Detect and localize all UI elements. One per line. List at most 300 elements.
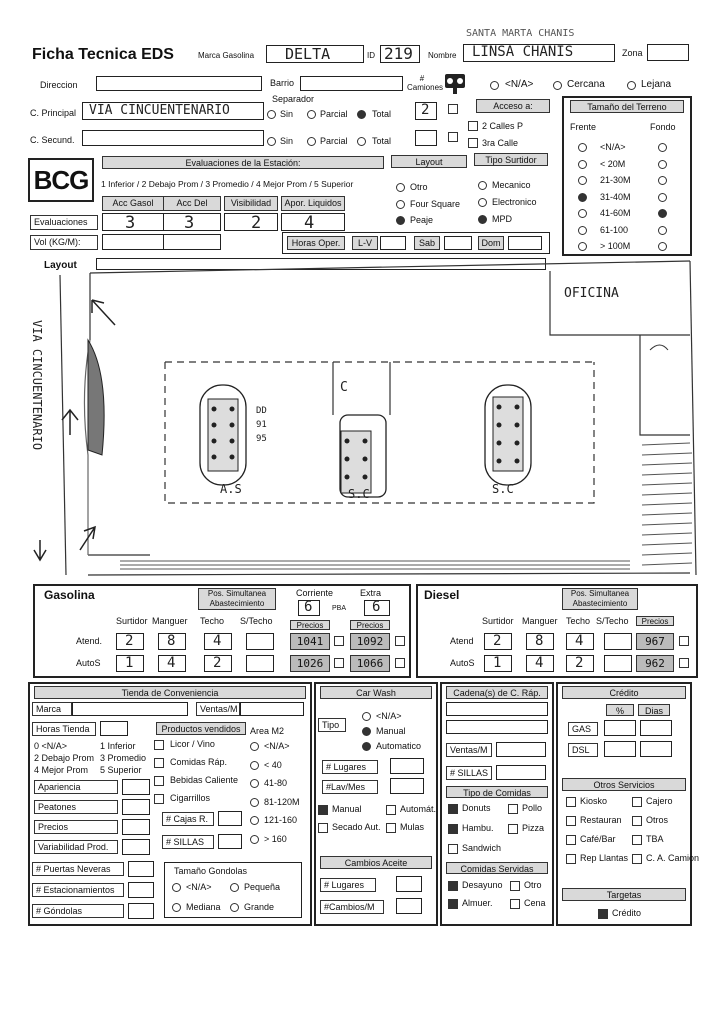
cw-secado-label: Secado Aut. <box>332 822 381 832</box>
vol-field-1[interactable] <box>102 234 164 250</box>
eval-acc-gasol-value: 3 <box>125 213 136 233</box>
zona-label: Zona <box>622 48 643 58</box>
terreno-option-4: 41-60M <box>600 208 631 218</box>
dsl-col-3: S/Techo <box>596 616 629 626</box>
credito-gas-label: GAS <box>568 722 598 736</box>
tienda-count-label-1: # Estacionamientos <box>32 883 124 897</box>
cw-automat-check-label: Automát. <box>400 804 437 814</box>
id-label: ID <box>367 51 375 60</box>
tienda-eval-field-0[interactable] <box>122 779 150 795</box>
proximity-cercana-label: Cercana <box>567 79 605 90</box>
productos-header: Productos vendidos <box>156 722 246 735</box>
otros-label-0: Kiosko <box>580 796 608 806</box>
id-field[interactable] <box>380 45 420 63</box>
surt-electronico-radio[interactable] <box>478 198 487 207</box>
prod-label-2: Bebidas Caliente <box>170 775 239 785</box>
gas-value-0-2: 4 <box>213 633 222 649</box>
sec-sin-radio[interactable] <box>267 137 276 146</box>
camiones2-check[interactable] <box>448 132 458 142</box>
extra-label: Extra <box>360 588 382 598</box>
pollo-label: Pollo <box>522 803 543 813</box>
credito-gas-dias[interactable] <box>640 720 672 736</box>
tienda-count-field-0[interactable] <box>128 861 154 877</box>
tienda-title: Tienda de Conveniencia <box>34 686 306 699</box>
terreno-option-1: < 20M <box>600 158 626 169</box>
layout-otro-label: Otro <box>410 182 428 192</box>
donuts-label: Donuts <box>462 803 491 813</box>
surt-mpd-radio[interactable] <box>478 215 487 224</box>
otros-check-2[interactable] <box>566 816 576 826</box>
gond-gra-label: Grande <box>244 902 275 912</box>
fondo-radio-3[interactable] <box>658 193 667 202</box>
tienda-scale-4: 4 Mejor Prom <box>34 765 89 775</box>
diesel-precios-header: Precios <box>636 616 674 626</box>
diesel-title: Diesel <box>424 588 460 602</box>
calles2-label: 2 Calles P <box>482 121 524 131</box>
camiones-field[interactable] <box>415 102 437 120</box>
area-radio-4[interactable] <box>250 816 259 825</box>
dsl-price-1[interactable]: 962 <box>636 655 674 672</box>
sep-parcial-label: Parcial <box>320 109 348 119</box>
tienda-scale-1: 1 Inferior <box>100 741 136 751</box>
c-secund-label: C. Secund. <box>30 135 75 145</box>
eval-apor-liquidos-field[interactable] <box>281 213 345 231</box>
c-secund-field[interactable] <box>82 130 264 146</box>
otros-label-4: Café/Bar <box>580 834 616 844</box>
dsl-field-0-0[interactable] <box>484 633 512 650</box>
pollo-check[interactable] <box>508 804 518 814</box>
zona-field[interactable] <box>647 44 689 61</box>
cw-lugares-label: # Lugares <box>322 760 378 774</box>
sep-total-radio[interactable] <box>357 110 366 119</box>
vol-label: Vol (KG/M): <box>30 235 98 250</box>
pump2-label: S.C <box>348 487 370 501</box>
tienda-eval-field-3[interactable] <box>122 839 150 855</box>
tienda-ventas-label: Ventas/M <box>196 702 240 716</box>
horas-label: Horas Oper. <box>287 236 345 250</box>
area-radio-1[interactable] <box>250 761 259 770</box>
credito-pct-header: % <box>606 704 634 716</box>
cadena-ventas-label: Ventas/M <box>446 743 492 757</box>
cw-lav-label: #Lav/Mes <box>322 780 378 794</box>
cadena-field-2[interactable] <box>446 720 548 734</box>
gas-value-1-2: 2 <box>213 655 222 671</box>
proximity-lejana-radio[interactable] <box>627 81 636 90</box>
bcg-logo: BCG <box>28 158 94 202</box>
cw-lav-field[interactable] <box>390 778 424 794</box>
cena-check[interactable] <box>510 899 520 909</box>
tienda-eval-label-0: Apariencia <box>34 780 118 794</box>
gas-col-3: S/Techo <box>240 616 273 626</box>
eval-scale: 1 Inferior / 2 Debajo Prom / 3 Promedio / 4 Mejor Prom / 5 Superior <box>101 179 354 189</box>
fondo-radio-4[interactable] <box>658 209 667 218</box>
gond-na-label: <N/A> <box>186 882 212 892</box>
camiones2-field[interactable] <box>415 130 437 146</box>
dsl-field-1-2[interactable] <box>566 655 594 672</box>
proximity-na-radio[interactable] <box>490 81 499 90</box>
corriente-label: Corriente <box>296 588 334 598</box>
camiones-label: # Camiones <box>407 74 444 92</box>
separador-label: Separador <box>272 94 315 104</box>
targeta-credito-check[interactable] <box>598 909 608 919</box>
eval-col-visibilidad: Visibilidad <box>224 196 278 211</box>
frente-radio-3[interactable] <box>578 193 587 202</box>
aceite-cambios-label: #Cambios/M <box>320 900 384 914</box>
prod-label-3: Cigarrillos <box>170 793 211 803</box>
surt-mecanico-radio[interactable] <box>478 181 487 190</box>
fondo-radio-2[interactable] <box>658 176 667 185</box>
tienda-scale-0: 0 <N/A> <box>34 741 68 751</box>
oficina-label: OFICINA <box>564 286 619 301</box>
nombre-value: LINSA CHANIS <box>472 44 574 60</box>
otros-check-1[interactable] <box>632 797 642 807</box>
fondo-radio-6[interactable] <box>658 242 667 251</box>
gond-med-label: Mediana <box>186 902 221 912</box>
almuer-label: Almuer. <box>462 898 493 908</box>
direccion-field[interactable] <box>96 76 262 91</box>
dsl-price-0[interactable]: 967 <box>636 633 674 650</box>
eval-acc-del-field[interactable] <box>163 213 221 231</box>
tienda-eval-field-1[interactable] <box>122 799 150 815</box>
sandwich-label: Sandwich <box>462 843 502 853</box>
tienda-sillas-field[interactable] <box>218 834 242 849</box>
barrio-label: Barrio <box>270 78 295 88</box>
extra-field[interactable] <box>364 600 390 616</box>
donuts-check[interactable] <box>448 804 458 814</box>
gas-price-check-a-0[interactable] <box>334 636 344 646</box>
carwash-tipo-label: Tipo <box>318 718 346 732</box>
gas-value-1-1: 4 <box>167 655 176 671</box>
prod-check-3[interactable] <box>154 794 164 804</box>
nombre-note: SANTA MARTA CHANIS <box>466 28 575 39</box>
sab-field[interactable] <box>444 236 472 250</box>
layout-four-square-radio[interactable] <box>396 200 405 209</box>
tienda-horas-label: Horas Tienda <box>32 722 96 736</box>
dsl-row-label-1: AutoS <box>450 658 475 668</box>
otros-label-2: Restauran <box>580 815 622 825</box>
nombre-field[interactable] <box>463 44 615 62</box>
dsl-field-0-3[interactable] <box>604 633 632 650</box>
sab-label: Sab <box>414 236 440 250</box>
gas-row-label-1: AutoS <box>76 658 101 668</box>
gas-value-1-0: 1 <box>125 655 134 671</box>
terreno-option-3: 31-40M <box>600 191 631 202</box>
area-radio-0[interactable] <box>250 742 259 751</box>
otros-check-5[interactable] <box>632 835 642 845</box>
otros-check-0[interactable] <box>566 797 576 807</box>
diesel-pos-header: Pos. Simultanea Abastecimiento <box>562 588 638 610</box>
pba-label: PBA <box>332 605 347 612</box>
tienda-count-field-2[interactable] <box>128 903 154 919</box>
nombre-label: Nombre <box>428 51 457 60</box>
dsl-value-0-0: 2 <box>493 633 502 649</box>
aceite-cambios-field[interactable] <box>396 898 422 914</box>
area-label-1: < 40 <box>264 759 282 770</box>
fondo-radio-5[interactable] <box>658 226 667 235</box>
corriente-value: 6 <box>304 599 313 615</box>
tienda-horas-field[interactable] <box>100 721 128 736</box>
gasolina-title: Gasolina <box>44 588 95 602</box>
frente-radio-0[interactable] <box>578 143 587 152</box>
sec-parcial-radio[interactable] <box>307 137 316 146</box>
proximity-lejana-label: Lejana <box>641 79 672 90</box>
credito-dsl-label: DSL <box>568 743 598 757</box>
eval-acc-del-value: 3 <box>184 213 195 233</box>
eval-col-acc-gasol: Acc Gasol <box>102 196 164 211</box>
cw-auto-radio[interactable] <box>362 742 371 751</box>
calle3-label: 3ra Calle <box>482 138 519 148</box>
eval-acc-gasol-field[interactable] <box>102 213 164 231</box>
prod-check-2[interactable] <box>154 776 164 786</box>
gas-price-extra-0[interactable]: 1092 <box>350 633 390 650</box>
layout-otro-radio[interactable] <box>396 183 405 192</box>
gas-field-1-2[interactable] <box>204 655 232 672</box>
acceso-header: Acceso a: <box>476 99 550 113</box>
gas-precios-header-2: Precios <box>350 620 390 630</box>
cadena-field-1[interactable] <box>446 702 548 716</box>
pump3-label: S.C <box>492 482 514 496</box>
dsl-field-1-0[interactable] <box>484 655 512 672</box>
extra-value: 6 <box>372 599 381 615</box>
dsl-price-check-1[interactable] <box>679 658 689 668</box>
cw-na-radio[interactable] <box>362 712 371 721</box>
cw-secado-check[interactable] <box>318 823 328 833</box>
sec-parcial-label: Parcial <box>320 136 348 146</box>
gond-na-radio[interactable] <box>172 883 181 892</box>
tienda-scale-3: 3 Promedio <box>100 753 147 763</box>
gas-field-0-0[interactable] <box>116 633 144 650</box>
sep-sin-label: Sin <box>280 109 294 119</box>
aceite-lugares-field[interactable] <box>396 876 422 892</box>
dom-field[interactable] <box>508 236 542 250</box>
sep-total-label: Total <box>372 109 392 119</box>
dsl-value-1-1: 4 <box>535 655 544 671</box>
desayuno-check[interactable] <box>448 881 458 891</box>
id-value: 219 <box>384 44 413 63</box>
tienda-sillas-label: # SILLAS <box>162 835 214 849</box>
surt-mpd-label: MPD <box>492 214 512 224</box>
frente-radio-4[interactable] <box>578 209 587 218</box>
sep-parcial-radio[interactable] <box>307 110 316 119</box>
prod-check-1[interactable] <box>154 758 164 768</box>
camiones-check[interactable] <box>448 104 458 114</box>
sandwich-check[interactable] <box>448 844 458 854</box>
credito-dsl-dias[interactable] <box>640 741 672 757</box>
cw-mulas-check[interactable] <box>386 823 396 833</box>
proximity-cercana-radio[interactable] <box>553 81 562 90</box>
tienda-eval-label-3: Variabilidad Prod. <box>34 840 118 854</box>
layout-header: Layout <box>391 155 467 168</box>
terreno-title: Tamaño del Terreno <box>570 100 684 113</box>
frente-radio-6[interactable] <box>578 242 587 251</box>
dom-label: Dom <box>478 236 504 250</box>
credito-dias-header: Dias <box>638 704 670 716</box>
cadena-title: Cadena(s) de C. Ráp. <box>446 686 548 699</box>
prod-label-1: Comidas Ráp. <box>170 757 228 767</box>
hambu-check[interactable] <box>448 824 458 834</box>
cadena-ventas-field[interactable] <box>496 742 546 757</box>
frente-radio-2[interactable] <box>578 176 587 185</box>
otro-check[interactable] <box>510 881 520 891</box>
lv-field[interactable] <box>380 236 406 250</box>
targetas-title: Targetas <box>562 888 686 901</box>
gas-col-0: Surtidor <box>116 616 148 626</box>
gas-price-check-a-1[interactable] <box>334 658 344 668</box>
fondo-radio-1[interactable] <box>658 160 667 169</box>
tienda-count-label-0: # Puertas Neveras <box>32 862 124 876</box>
cw-lugares-field[interactable] <box>390 758 424 774</box>
gas-price-check-b-0[interactable] <box>395 636 405 646</box>
layout-peaje-radio[interactable] <box>396 216 405 225</box>
otros-servicios-title: Otros Servicios <box>562 778 686 791</box>
tipo-surtidor-header: Tipo Surtidor <box>474 153 548 166</box>
lv-label: L-V <box>352 236 378 250</box>
c-principal-field[interactable] <box>82 102 264 120</box>
eval-title: Evaluaciones de la Estación: <box>102 156 384 169</box>
terreno-option-0: <N/A> <box>600 142 626 152</box>
tienda-count-label-2: # Góndolas <box>32 904 124 918</box>
otros-check-3[interactable] <box>632 816 642 826</box>
frente-radio-1[interactable] <box>578 160 587 169</box>
gasolina-pos-header: Pos. Simultanea Abastecimiento <box>198 588 276 610</box>
dsl-field-0-1[interactable] <box>526 633 554 650</box>
gas-field-1-0[interactable] <box>116 655 144 672</box>
fondo-radio-0[interactable] <box>658 143 667 152</box>
dsl-value-1-0: 1 <box>493 655 502 671</box>
direccion-label: Direccion <box>40 80 78 90</box>
otros-label-6: Rep Llantas <box>580 853 629 863</box>
corriente-field[interactable] <box>298 600 320 616</box>
area-radio-3[interactable] <box>250 798 259 807</box>
area-radio-5[interactable] <box>250 835 259 844</box>
credito-title: Crédito <box>562 686 686 699</box>
cadena-sillas-field[interactable] <box>496 765 546 780</box>
otros-check-6[interactable] <box>566 854 576 864</box>
tienda-marca-field[interactable] <box>72 702 188 716</box>
dsl-price-check-0[interactable] <box>679 636 689 646</box>
camiones-value: 2 <box>421 102 430 118</box>
gas-field-1-1[interactable] <box>158 655 186 672</box>
tienda-ventas-field[interactable] <box>240 702 304 716</box>
gas-field-0-2[interactable] <box>204 633 232 650</box>
dsl-field-1-1[interactable] <box>526 655 554 672</box>
layout-sketch <box>30 255 700 585</box>
dd-note: DD 91 95 <box>256 406 267 444</box>
pizza-check[interactable] <box>508 824 518 834</box>
tienda-scale-5: 5 Superior <box>100 765 142 775</box>
proximity-na-label: <N/A> <box>505 79 534 90</box>
frente-label: Frente <box>570 122 597 132</box>
hambu-label: Hambu. <box>462 823 494 833</box>
gas-value-0-0: 2 <box>125 633 134 649</box>
otros-label-7: C. A. Camion <box>646 853 700 863</box>
dsl-value-0-1: 8 <box>535 633 544 649</box>
c-principal-label: C. Principal <box>30 108 77 118</box>
terreno-option-2: 21-30M <box>600 175 631 185</box>
gond-med-radio[interactable] <box>172 903 181 912</box>
eval-col-acc-del: Acc Del <box>163 196 221 211</box>
cw-auto-label: Automatico <box>376 741 422 751</box>
cw-automat-check[interactable] <box>386 805 396 815</box>
otros-label-5: TBA <box>646 834 664 844</box>
aceite-title: Cambios Aceite <box>320 856 432 869</box>
cw-manual-check-label: Manual <box>332 804 362 814</box>
cw-manual-radio[interactable] <box>362 727 371 736</box>
tienda-eval-label-1: Peatones <box>34 800 118 814</box>
cajas-label: # Cajas R. <box>162 812 214 826</box>
vol-field-2[interactable] <box>163 234 221 250</box>
gond-peq-radio[interactable] <box>230 883 239 892</box>
frente-radio-5[interactable] <box>578 226 587 235</box>
surt-electronico-label: Electronico <box>492 197 537 207</box>
evaluaciones-label: Evaluaciones <box>30 215 98 230</box>
cw-manual-check[interactable] <box>318 805 328 815</box>
dsl-field-0-2[interactable] <box>566 633 594 650</box>
gas-value-0-1: 8 <box>167 633 176 649</box>
marca-value: DELTA <box>285 45 331 63</box>
terreno-option-5: 61-100 <box>600 224 629 235</box>
barrio-field[interactable] <box>300 76 403 91</box>
area-label: Area M2 <box>250 726 285 736</box>
gas-price-check-b-1[interactable] <box>395 658 405 668</box>
dsl-value-1-2: 2 <box>575 655 584 671</box>
gas-price-corriente-1[interactable]: 1026 <box>290 655 330 672</box>
gas-price-corriente-0[interactable]: 1041 <box>290 633 330 650</box>
gas-price-extra-1[interactable]: 1066 <box>350 655 390 672</box>
marca-label: Marca Gasolina <box>198 51 255 60</box>
sec-total-radio[interactable] <box>357 137 366 146</box>
gas-field-0-3[interactable] <box>246 633 274 650</box>
prod-check-0[interactable] <box>154 740 164 750</box>
cajas-field[interactable] <box>218 811 242 826</box>
eval-apor-liquidos-value: 4 <box>304 213 315 233</box>
otro-label: Otro <box>524 880 542 890</box>
terreno-option-6: > 100M <box>600 241 631 251</box>
eval-visibilidad-field[interactable] <box>224 213 278 231</box>
tienda-count-field-1[interactable] <box>128 882 154 898</box>
cw-na-label: <N/A> <box>376 711 402 721</box>
layout-label: Layout <box>44 260 77 271</box>
gond-gra-radio[interactable] <box>230 903 239 912</box>
sec-total-label: Total <box>372 136 392 146</box>
sep-sin-radio[interactable] <box>267 110 276 119</box>
credito-dsl-pct[interactable] <box>604 741 636 757</box>
layout-four-square-label: Four Square <box>410 199 461 209</box>
area-radio-2[interactable] <box>250 779 259 788</box>
otros-label-3: Otros <box>646 815 669 825</box>
pizza-label: Pizza <box>522 823 545 833</box>
calles2-check[interactable] <box>468 121 478 131</box>
cadena-sillas-label: # SILLAS <box>446 766 492 780</box>
tienda-scale-2: 2 Debajo Prom <box>34 753 95 763</box>
eval-col-apor-liquidos: Apor. Liquidos <box>281 196 345 211</box>
dsl-field-1-3[interactable] <box>604 655 632 672</box>
comidas-servidas-header: Comidas Servidas <box>446 862 548 874</box>
credito-gas-pct[interactable] <box>604 720 636 736</box>
marca-field[interactable] <box>266 45 364 63</box>
almuer-check[interactable] <box>448 899 458 909</box>
otros-check-7[interactable] <box>632 854 642 864</box>
dsl-col-0: Surtidor <box>482 616 514 626</box>
gas-field-1-3[interactable] <box>246 655 274 672</box>
tienda-eval-field-2[interactable] <box>122 819 150 835</box>
otros-label-1: Cajero <box>646 796 673 806</box>
calle3-check[interactable] <box>468 138 478 148</box>
dsl-value-0-2: 4 <box>575 633 584 649</box>
fondo-label: Fondo <box>650 122 676 132</box>
gas-field-0-1[interactable] <box>158 633 186 650</box>
otros-check-4[interactable] <box>566 835 576 845</box>
